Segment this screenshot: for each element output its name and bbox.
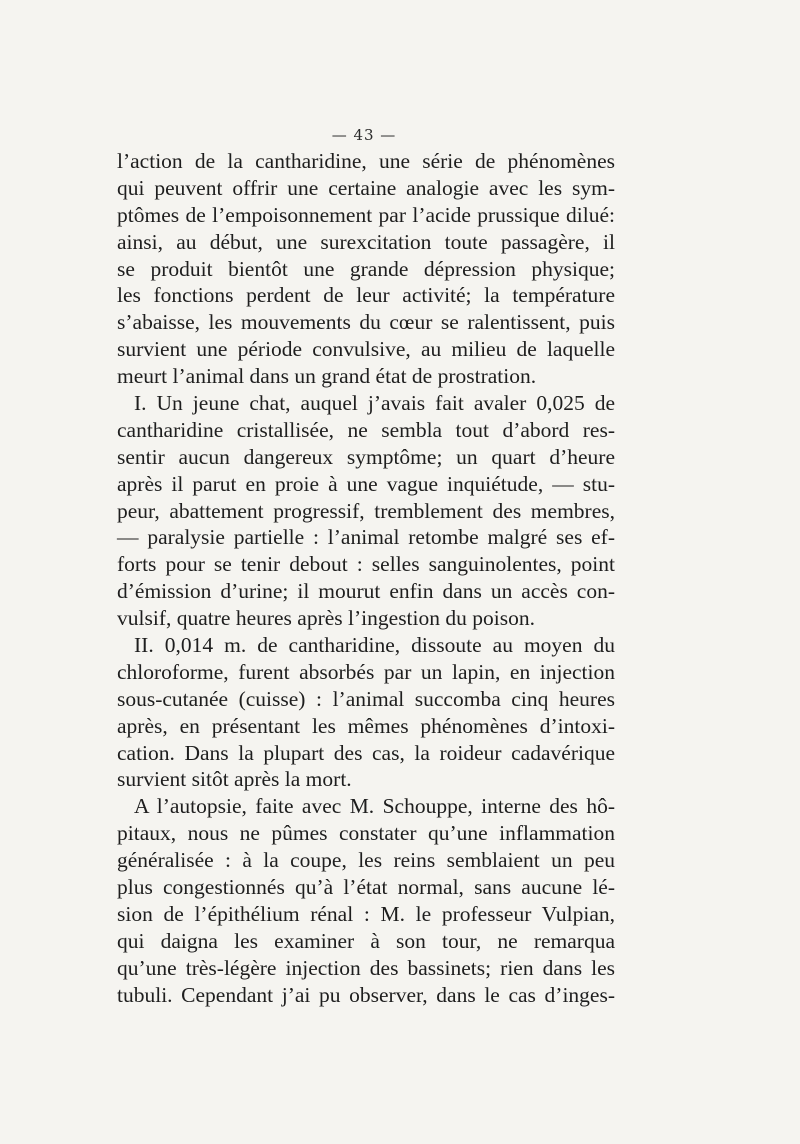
text-line: l’action de la cantharidine, une série de phénomènes xyxy=(117,149,615,173)
text-line: cation. Dans la plupart des cas, la roideur cadavérique xyxy=(117,740,615,765)
text-line: ptômes de l’empoisonnement par l’acide prussique dilué: xyxy=(117,202,615,227)
text-line: ainsi, au début, une surexcitation toute passagère, il xyxy=(117,229,615,254)
text-line: chloroforme, furent absorbés par un lapin, en injection xyxy=(117,659,615,684)
text-line: s’abaisse, les mouvements du cœur se ralentissent, puis xyxy=(117,310,615,335)
text-line: survient une période convulsive, au milieu de laquelle xyxy=(117,337,615,362)
text-line: se produit bientôt une grande dépression physique; xyxy=(117,256,615,281)
text-line: sous-cutanée (cuisse) : l’animal succomba cinq heures xyxy=(117,686,615,711)
text-line: — paralysie partielle : l’animal retombe malgré ses ef- xyxy=(117,525,615,550)
text-line: qui peuvent offrir une certaine analogie avec les sym- xyxy=(117,175,615,200)
text-line: peur, abattement progressif, tremblement des membres, xyxy=(117,498,615,523)
text-line: cantharidine cristallisée, ne sembla tout d’abord res- xyxy=(117,417,615,442)
text-line: qu’une très-légère injection des bassinets; rien dans les xyxy=(117,955,615,980)
text-line: sentir aucun dangereux symptôme; un quart d’heure xyxy=(117,444,615,469)
text-line: II. 0,014 m. de cantharidine, dissoute au moyen du xyxy=(134,633,615,658)
text-line: pitaux, nous ne pûmes constater qu’une inflammation xyxy=(117,821,615,846)
body-text xyxy=(117,148,615,1009)
text-line: forts pour se tenir debout : selles sanguinolentes, point xyxy=(117,552,615,577)
text-line: meurt l’animal dans un grand état de prostration. xyxy=(117,364,537,389)
text-line: vulsif, quatre heures après l’ingestion du poison. xyxy=(117,606,535,631)
text-line: survient sitôt après la mort. xyxy=(117,767,352,792)
text-line: I. Un jeune chat, auquel j’avais fait avaler 0,025 de xyxy=(134,391,615,416)
text-line: tubuli. Cependant j’ai pu observer, dans le cas d’inges- xyxy=(117,982,615,1007)
text-line: plus congestionnés qu’à l’état normal, sans aucune lé- xyxy=(117,875,615,900)
text-line: les fonctions perdent de leur activité; la température xyxy=(117,283,615,308)
text-line: après il parut en proie à une vague inquiétude, — stu- xyxy=(117,471,615,496)
text-line: qui daigna les examiner à son tour, ne remarqua xyxy=(117,928,615,953)
text-line: généralisée : à la coupe, les reins semblaient un peu xyxy=(117,848,615,873)
text-line: d’émission d’urine; il mourut enfin dans un accès con- xyxy=(117,579,615,604)
text-line: après, en présentant les mêmes phénomènes d’intoxi- xyxy=(117,713,615,738)
text-line: sion de l’épithélium rénal : M. le professeur Vulpian, xyxy=(117,901,615,926)
page-number: — 43 — xyxy=(331,126,397,144)
text-line: A l’autopsie, faite avec M. Schouppe, interne des hô- xyxy=(134,794,615,819)
